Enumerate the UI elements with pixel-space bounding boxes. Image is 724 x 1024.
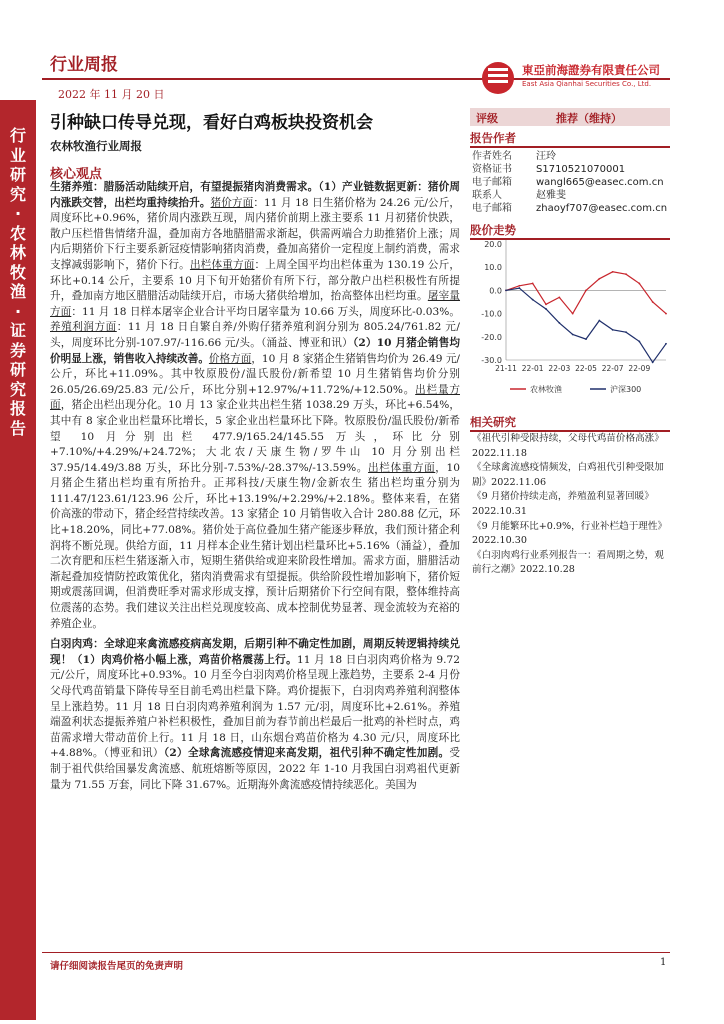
side-label-char: ·	[14, 204, 22, 223]
side-label-char: 券	[9, 340, 26, 360]
author-field-label: 资格证书	[472, 164, 512, 175]
author-row	[472, 150, 667, 163]
x-tick-label: 22-07	[601, 364, 624, 373]
side-label-char: 渔	[9, 282, 26, 301]
author-rule	[470, 146, 670, 148]
main-body	[50, 180, 460, 793]
side-label-char: 研	[9, 360, 26, 379]
side-label-char: 证	[9, 321, 26, 340]
legend-label: 农林牧渔	[530, 385, 562, 394]
series-point	[558, 322, 560, 324]
series-point	[625, 273, 627, 275]
series-point	[598, 278, 600, 280]
y-tick-label: 10.0	[484, 263, 502, 273]
y-tick-label: 20.0	[484, 240, 502, 249]
y-tick-label: -10.0	[481, 309, 502, 319]
author-row	[472, 189, 667, 202]
series-line-sector	[506, 272, 666, 314]
y-tick-label: -20.0	[481, 332, 502, 342]
author-field-label: 联系人	[472, 190, 502, 201]
author-field-label: 作者姓名	[472, 151, 512, 162]
author-heading: 报告作者	[470, 131, 516, 145]
legend-label: 沪深300	[610, 385, 642, 394]
core-view-heading: 核心观点	[50, 167, 103, 182]
research-item[interactable]: 《9 月能繁环比+0.9%，行业补栏趋于理性》2022.10.30	[472, 520, 668, 547]
author-field-value: 赵雅斐	[536, 190, 566, 201]
series-point	[652, 301, 654, 303]
report-subtitle: 农林牧渔行业周报	[50, 139, 142, 153]
chart-heading: 股价走势	[470, 223, 516, 237]
series-point	[532, 299, 534, 301]
side-label-char: 林	[9, 243, 26, 262]
series-point	[612, 329, 614, 331]
series-point	[612, 271, 614, 273]
author-field-value: S1710521070001	[536, 164, 626, 175]
x-tick-label: 21-11	[495, 364, 517, 373]
side-label-char: 究	[9, 379, 26, 399]
author-field-value: 汪玲	[536, 151, 556, 162]
side-label-char: 究	[9, 184, 26, 204]
series-point	[532, 283, 534, 285]
side-label-char: 牧	[9, 262, 26, 282]
series-point	[545, 303, 547, 305]
paragraph-chicken: 白羽肉鸡：全球迎来禽流感疫病高发期，后期引种不确定性加剧，周期反转逻辑持续兑现！（1）肉鸡价格小幅上涨，鸡苗价格震荡上行。11 月 18 日白羽肉鸡价格为 9.72 元/公斤，周度环比+0.93%。10 月至今白羽肉鸡价格呈现上涨趋势，主要系 2-4 月份父母代鸡苗销量下降传导至目前毛鸡出栏量下降。鸡价提振下，白羽肉鸡养殖利润整体呈上涨趋势。11 月 18 日白羽肉鸡养殖利润为 1.57 元/羽，周度环比+2.61%。养殖端盈利状态提振养殖户补栏积极性，叠加目前为春节前出栏最后一批鸡的补栏时点，鸡苗需求增大带动苗价上行。11 月 18 日，山东烟台鸡苗价格为 4.30 元/只，周度环比+4.88%。（博亚和讯）（2）全球禽流感疫情迎来高发期，祖代引种不确定性加剧。受制于祖代供给国暴发禽流感、航班熔断等原因，2022 年 1-10 月我国白羽鸡祖代更新量为 71.55 万套，同比下降 31.67%。近期海外禽流感疫情持续恶化。美国为	[50, 638, 461, 791]
side-label-char: 报	[9, 399, 26, 418]
price-chart	[470, 232, 670, 402]
series-point	[638, 283, 640, 285]
research-item[interactable]: 《全球禽流感疫情频发，白鸡祖代引种受限加剧》2022.11.06	[472, 462, 664, 488]
rating-value: 推荐（维持）	[556, 112, 622, 125]
research-item[interactable]: 《9 月猪价持续走高，养殖盈利显著回暖》2022.10.31	[472, 491, 654, 517]
series-point	[558, 296, 560, 298]
y-tick-label: 0.0	[489, 286, 502, 296]
rating-label: 评级	[476, 112, 498, 125]
series-point	[585, 290, 587, 292]
side-label-char: 研	[9, 165, 26, 184]
author-table	[472, 150, 667, 215]
series-point	[638, 341, 640, 343]
series-point	[652, 361, 654, 363]
x-tick-label: 22-03	[548, 364, 571, 373]
disclaimer-note: 请仔细阅读报告尾页的免责声明	[50, 961, 184, 972]
company-name-cn: 東亞前海證券有限責任公司	[522, 63, 660, 77]
report-title: 引种缺口传导兑现，看好白鸡板块投资机会	[50, 113, 373, 133]
side-label-char: 业	[9, 145, 26, 165]
related-research-list	[472, 432, 672, 578]
paragraph-pig: 生猪养殖：腊肠活动陆续开启，有望提振猪肉消费需求。（1）产业链数据更新：猪价周内涨跌交替，出栏均重持续抬升。猪价方面：11 月 18 日生猪价格为 24.26 元/公斤，周度环比+0.96%，猪价周内涨跌互现，周内猪价前期上涨主要系 11 月初猪价快跌，散户压栏惜售情绪升温，叠加南方各地腊腊需求渐起，供需两端合力助推猪价上涨；周内后期猪价下行主要系新冠疫情影响猪肉消费，叠加高猪价一定程度上制约消费，需求支撑减弱影响下，猪价下行。出栏体重方面：上周全国平均出栏体重为 130.19 公斤，环比+0.14 公斤，主要系 10 月下旬开始猪价有所下行，部分散户出栏积极性有所提升，叠加南方地区腊腊活动陆续开启，市场大猪供给增加，抬高整体出栏均重。屠宰量方面：11 月 18 日样本屠宰企业合计平均日屠宰量为 10.66 万头，周度环比-0.03%。养殖利润方面：11 月 18 日自繁自养/外购仔猪养殖利润分别为 805.24/761.82 元/头，周度环比分别-107.97/-116.66 元/头。（涌益、博亚和讯）（2）10 月猪企销售均价明显上涨，销售收入持续改善。价格方面，10 月 8 家猪企生猪销售均价为 26.49 元/公斤，环比+11.09%。其中牧原股份/温氏股份/新希望 10 月生猪销售均价分别 26.05/26.69/25.83 元/公斤，环比分别+12.97%/+11.72%/+12.50%。出栏量方面，猪企出栏出现分化。10 月 13 家企业共出栏生猪 1038.29 万头，环比+6.54%，其中有 8 家企业出栏量环比增长，5 家企业出栏量环比下降。牧原股份/温氏股份/新希望 10 月分别出栏 477.9/165.24/145.55 万头，环比分别+7.10%/+4.29%/+24.72%；大北农/天康生物/罗牛山 10 月分别出栏 37.95/14.49/3.88 万头，环比分别-7.53%/-28.37%/-13.59%。出栏体重方面，10 月猪企生猪出栏均重有所抬升。正邦科技/天康生物/金新农生 猪出栏均重分别为 111.47/123.61/123.96 公斤，环比+13.19%/+2.29%/+2.18%。整体来看，在猪价高涨的带动下，猪企经营持续改善。13 家猪企 10 月销售收入合计 280.88 亿元，环比+18.20%，同比+77.08%。猪价处于高位叠加生猪产能逐步释放，我们预计猪企利润将不断兑现。供给方面，11 月样本企业生猪计划出栏量环比+5.16%（涌益），叠加二次育肥和压栏生猪逐渐入市，短期生猪供给或迎来阶段性增加。需求方面，腊腊活动渐起叠加疫情防控政策优化，猪肉消费需求有望提振。供给阶段性增加影响下，猪价短期或震荡回调，但消费旺季对需求形成支撑，预计后期猪价下行空间有限，整体维持高位震荡的态势。我们建议关注出栏兑现度较高、成本控制优势显著、现金流较为充裕的养殖企业。	[50, 181, 461, 630]
page-number: 1	[660, 957, 667, 968]
x-tick-label: 22-01	[521, 364, 544, 373]
side-label-char: 告	[9, 418, 26, 438]
series-point	[665, 343, 667, 345]
series-point	[665, 313, 667, 315]
author-row	[472, 163, 667, 176]
price-chart-svg	[470, 232, 670, 402]
author-field-label: 电子邮箱	[472, 177, 512, 188]
series-point	[585, 338, 587, 340]
series-point	[545, 308, 547, 310]
rating-box	[470, 108, 670, 126]
company-logo	[482, 60, 672, 96]
series-point	[572, 313, 574, 315]
author-row	[472, 202, 667, 215]
research-heading: 相关研究	[470, 415, 516, 429]
y-tick-label: -30.0	[481, 356, 502, 365]
report-type: 行业周报	[50, 55, 118, 75]
logo-mark-icon	[482, 62, 514, 94]
side-label-char: 农	[9, 223, 26, 243]
side-label-char: 行	[9, 126, 26, 145]
report-date: 2022 年 11 月 20 日	[58, 88, 165, 101]
series-point	[572, 334, 574, 336]
series-point	[505, 290, 507, 292]
series-point	[625, 331, 627, 333]
author-field-value[interactable]: zhaoyf707@easec.com.cn	[536, 203, 668, 214]
footer-rule	[42, 952, 670, 953]
series-point	[518, 287, 520, 289]
research-item[interactable]: 《祖代引种受限持续，父母代鸡苗价格高涨》2022.11.18	[472, 433, 664, 459]
series-point	[598, 320, 600, 322]
x-tick-label: 22-09	[628, 364, 651, 373]
x-tick-label: 22-05	[575, 364, 597, 373]
author-field-label: 电子邮箱	[472, 203, 512, 214]
author-row	[472, 176, 667, 189]
side-label-char: ·	[14, 301, 22, 321]
side-label	[0, 126, 36, 438]
series-line-index	[506, 288, 666, 362]
research-item[interactable]: 《白羽肉鸡行业系列报告一：看周期之势，观前行之潮》2022.10.28	[472, 549, 664, 576]
company-name-en: East Asia Qianhai Securities Co., Ltd.	[522, 80, 652, 88]
author-field-value[interactable]: wangl665@easec.com.cn	[536, 177, 664, 188]
series-point	[518, 285, 520, 287]
